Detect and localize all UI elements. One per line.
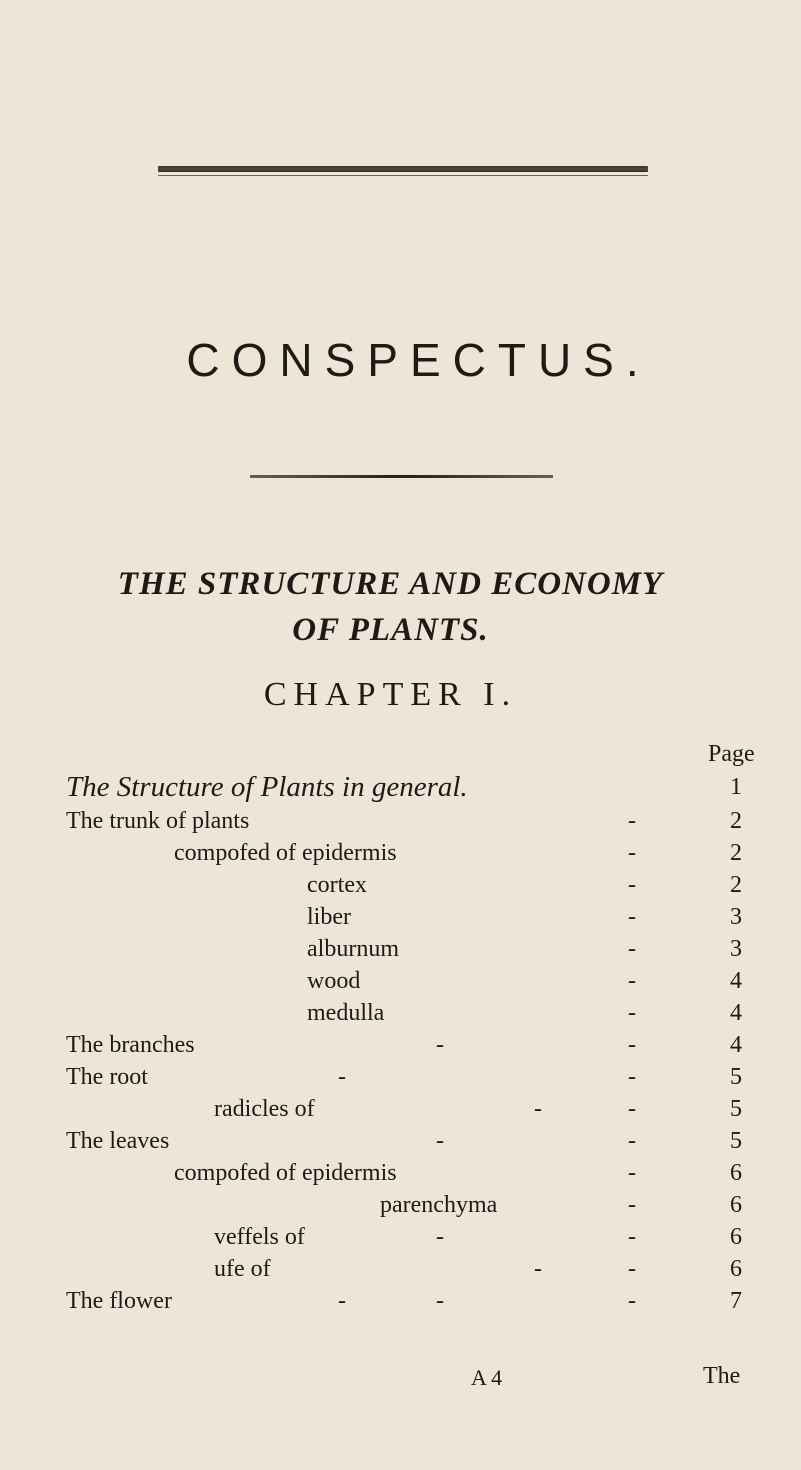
entry-page: 5 [730, 1128, 742, 1154]
leader-dash: - [628, 1000, 636, 1026]
signature-mark: A 4 [471, 1365, 503, 1390]
entry-label: The branches [66, 1032, 195, 1058]
toc-entry [0, 1064, 801, 1094]
entry-label: The trunk of plants [66, 808, 250, 834]
section-title: The Structure of Plants in general. [66, 771, 468, 803]
toc-entry [0, 1192, 801, 1222]
leader-dash: - [628, 1064, 636, 1090]
leader-dash: - [436, 1128, 444, 1154]
leader-dash: - [436, 1224, 444, 1250]
entry-label: The flower [66, 1288, 172, 1314]
page-column-label: Page [708, 741, 755, 767]
leader-dash: - [628, 808, 636, 834]
catchword: The [703, 1363, 741, 1389]
work-heading-line1: THE STRUCTURE AND ECONOMY [117, 566, 664, 602]
leader-dash: - [628, 1096, 636, 1122]
entry-label: parenchyma [380, 1192, 498, 1218]
toc-entry [0, 968, 801, 998]
toc-entry [0, 1000, 801, 1030]
leader-dash: - [436, 1032, 444, 1058]
toc-entry [0, 872, 801, 902]
entry-page: 4 [730, 1000, 742, 1026]
entry-label: medulla [307, 1000, 385, 1026]
top-thin-rule [158, 175, 648, 176]
toc-entry [0, 1096, 801, 1126]
chapter-heading: CHAPTER I. [263, 676, 518, 713]
leader-dash: - [436, 1288, 444, 1314]
leader-dash: - [628, 904, 636, 930]
entry-label: liber [307, 904, 351, 930]
entry-page: 6 [730, 1160, 742, 1186]
page-title: CONSPECTUS. [186, 334, 651, 386]
entry-label: ufe of [214, 1256, 271, 1282]
leader-dash: - [628, 1192, 636, 1218]
toc-entry [0, 808, 801, 838]
toc-entry [0, 1288, 801, 1318]
leader-dash: - [628, 840, 636, 866]
entry-label: radicles of [214, 1096, 315, 1122]
section-row [0, 774, 801, 804]
entry-page: 3 [730, 904, 742, 930]
entry-page: 5 [730, 1064, 742, 1090]
entry-page: 6 [730, 1256, 742, 1282]
leader-dash: - [628, 936, 636, 962]
toc-entry [0, 1160, 801, 1190]
toc-entry [0, 1224, 801, 1254]
leader-dash: - [628, 1256, 636, 1282]
entry-page: 2 [730, 840, 742, 866]
entry-page: 7 [730, 1288, 742, 1314]
entry-label: veffels of [214, 1224, 305, 1250]
entry-label: compofed of epidermis [174, 840, 397, 866]
entry-page: 6 [730, 1192, 742, 1218]
entry-label: cortex [307, 872, 367, 898]
entry-label: wood [307, 968, 361, 994]
leader-dash: - [628, 1032, 636, 1058]
entry-page: 4 [730, 1032, 742, 1058]
leader-dash: - [338, 1064, 346, 1090]
toc-entry [0, 840, 801, 870]
entry-label: The root [66, 1064, 148, 1090]
leader-dash: - [628, 1288, 636, 1314]
entry-page: 3 [730, 936, 742, 962]
toc-entry [0, 936, 801, 966]
entry-page: 2 [730, 872, 742, 898]
section-page-number: 1 [730, 774, 742, 800]
entry-label: compofed of epidermis [174, 1160, 397, 1186]
entry-label: alburnum [307, 936, 399, 962]
entry-page: 5 [730, 1096, 742, 1122]
toc-entry [0, 904, 801, 934]
leader-dash: - [628, 1128, 636, 1154]
entry-page: 2 [730, 808, 742, 834]
leader-dash: - [534, 1256, 542, 1282]
toc-entry [0, 1032, 801, 1062]
leader-dash: - [534, 1096, 542, 1122]
work-heading-line2: OF PLANTS. [292, 612, 489, 648]
entry-page: 4 [730, 968, 742, 994]
top-ornamental-rule [158, 166, 648, 172]
leader-dash: - [628, 968, 636, 994]
leader-dash: - [628, 1160, 636, 1186]
toc-entry [0, 1256, 801, 1286]
entry-page: 6 [730, 1224, 742, 1250]
entry-label: The leaves [66, 1128, 170, 1154]
leader-dash: - [628, 1224, 636, 1250]
leader-dash: - [628, 872, 636, 898]
leader-dash: - [338, 1288, 346, 1314]
toc-entry [0, 1128, 801, 1158]
title-rule [250, 475, 553, 478]
